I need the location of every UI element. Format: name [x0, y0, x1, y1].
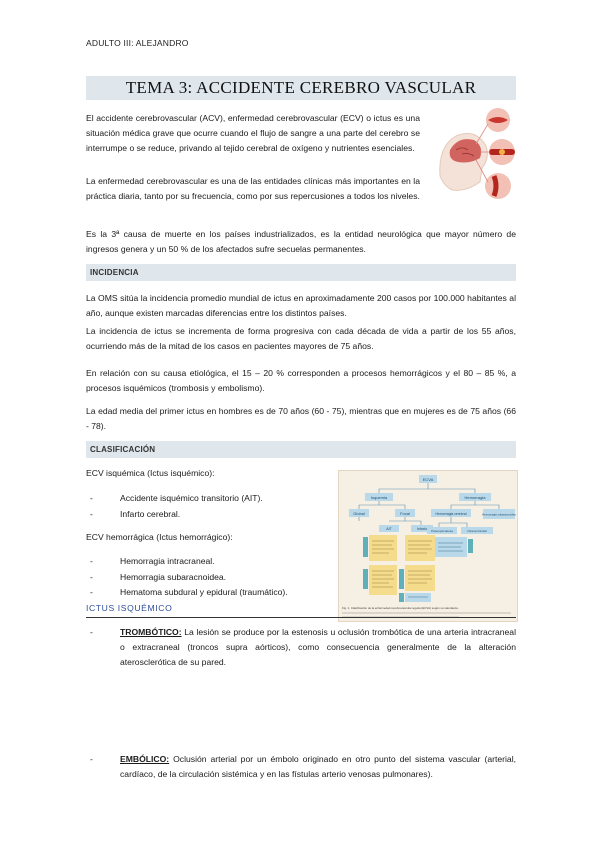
- ictus-isquemico-heading: ICTUS ISQUÉMICO: [86, 603, 173, 613]
- flow-ait: AIT: [386, 527, 392, 531]
- page-title: TEMA 3: ACCIDENTE CEREBRO VASCULAR: [125, 78, 477, 97]
- section-ictus-isquemico: [86, 603, 516, 618]
- section-clasificacion-heading: CLASIFICACIÓN: [90, 445, 156, 454]
- ecv-isquemica-title: ECV isquémica (Ictus isquémico):: [86, 468, 215, 478]
- flow-focal: Focal: [400, 511, 410, 516]
- term-trombotico: TROMBÓTICO:: [120, 627, 182, 637]
- flow-side-tag: [468, 539, 473, 553]
- intro-paragraph-3: Es la 3ª causa de muerte en los países industrializados, es la entidad neurológica que mayor número de ingresos genera y un 50 % de los afectados sufre secuelas permanentes.: [86, 229, 516, 254]
- ecv-hemorragica-list: [86, 554, 336, 601]
- intro-paragraph-1: El accidente cerebrovascular (ACV), enfermedad cerebrovascular (ECV) o ictus es una situación médica grave que ocurre cuando el flujo de sangre a una parte del cerebro se interrumpe o se reduce, privando al tejido cerebral de oxígeno y nutrientes esenciales.: [86, 113, 420, 153]
- ecv-isquemica-list: [86, 491, 326, 522]
- flow-root: ECVA: [422, 477, 434, 482]
- incidencia-paragraph-2: La incidencia de ictus se incrementa de forma progresiva con cada década de vida a partir de los 55 años, ocurriendo más de la mitad de los casos en pacientes mayores de 75 años.: [86, 326, 516, 351]
- incidencia-paragraph-1: La OMS sitúa la incidencia promedio mundial de ictus en aproximadamente 200 casos por 100.000 habitantes al año, aunque existen marcadas diferencias entre los distintos países.: [86, 293, 516, 318]
- flow-detail-block: [369, 565, 397, 595]
- flow-detail-block: [405, 565, 435, 591]
- list-item: - Hematoma subdural y epidural (traumático).: [86, 585, 336, 601]
- flow-infarto: Infarto: [416, 527, 428, 531]
- list-item-embolico: [86, 752, 516, 782]
- brain-stroke-illustration: [436, 106, 516, 202]
- ecv-hemorragica-title: ECV hemorrágica (Ictus hemorrágico):: [86, 532, 233, 542]
- incidencia-paragraph-3: En relación con su causa etiológica, el 15 – 20 % corresponden a procesos hemorrágicos y el 80 – 85 %, a procesos isquémicos (trombosis y embolismo).: [86, 368, 516, 393]
- flow-detail-block: [369, 535, 397, 561]
- list-item: - Infarto cerebral.: [86, 507, 326, 523]
- section-incidencia-heading: INCIDENCIA: [90, 268, 139, 277]
- flow-hem-sub: Hemorragia subaracnoidea: [482, 512, 516, 517]
- incidencia-paragraph-4: La edad media del primer ictus en hombres es de 70 años (60 - 75), mientras que en mujeres es de 75 años (66 - 78).: [86, 406, 516, 431]
- section-incidencia: [86, 264, 516, 281]
- flow-side-tag: [363, 537, 368, 557]
- desc-trombotico: La lesión se produce por la estenosis u oclusión trombótica de una arteria intracraneal o extracraneal (troncos supra aórticos), como consecuencia generalmente de la alteración aterosclerótica de su pared.: [120, 627, 516, 667]
- list-item: - Accidente isquémico transitorio (AIT).: [86, 491, 326, 507]
- document-header: ADULTO III: ALEJANDRO: [86, 38, 189, 48]
- flow-intraventricular: Intraventricular: [467, 529, 487, 533]
- classification-flowchart: [338, 470, 518, 622]
- flow-caption: Fig. 1. Clasificación de la enfermedad cerebrovascular aguda (ECVA) según su naturaleza.: [342, 606, 459, 610]
- flow-hemorragia: Hemorragia: [464, 495, 486, 500]
- section-clasificacion: [86, 441, 516, 458]
- list-item: - Hemorragia subaracnoidea.: [86, 570, 336, 586]
- flow-parenquimatosa: Parenquimatosa: [431, 529, 453, 533]
- flow-hem-cerebral: Hemorragia cerebral: [435, 512, 467, 516]
- list-item-trombotico: [86, 625, 516, 670]
- list-item: - Hemorragia intracraneal.: [86, 554, 336, 570]
- flow-side-tag: [363, 569, 368, 589]
- flow-detail-block: [405, 535, 435, 561]
- flow-side-tag: [399, 569, 404, 589]
- term-embolico: EMBÓLICO:: [120, 754, 170, 764]
- intro-paragraph-2: La enfermedad cerebrovascular es una de las entidades clínicas más importantes en la práctica diaria, tanto por su frecuencia, como por sus repercusiones a todos los niveles.: [86, 176, 420, 201]
- flow-global: Global: [353, 511, 365, 516]
- flow-detail-block: [405, 593, 431, 602]
- title-banner: [86, 76, 516, 100]
- flow-side-tag: [399, 593, 404, 602]
- desc-embolico: Oclusión arterial por un émbolo originado en otro punto del sistema vascular (arterial, cardíaco, de la circulación sistémica y en las fístulas arterio venosas pulmonares).: [120, 754, 516, 779]
- flow-isquemia: Isquemia: [370, 495, 388, 500]
